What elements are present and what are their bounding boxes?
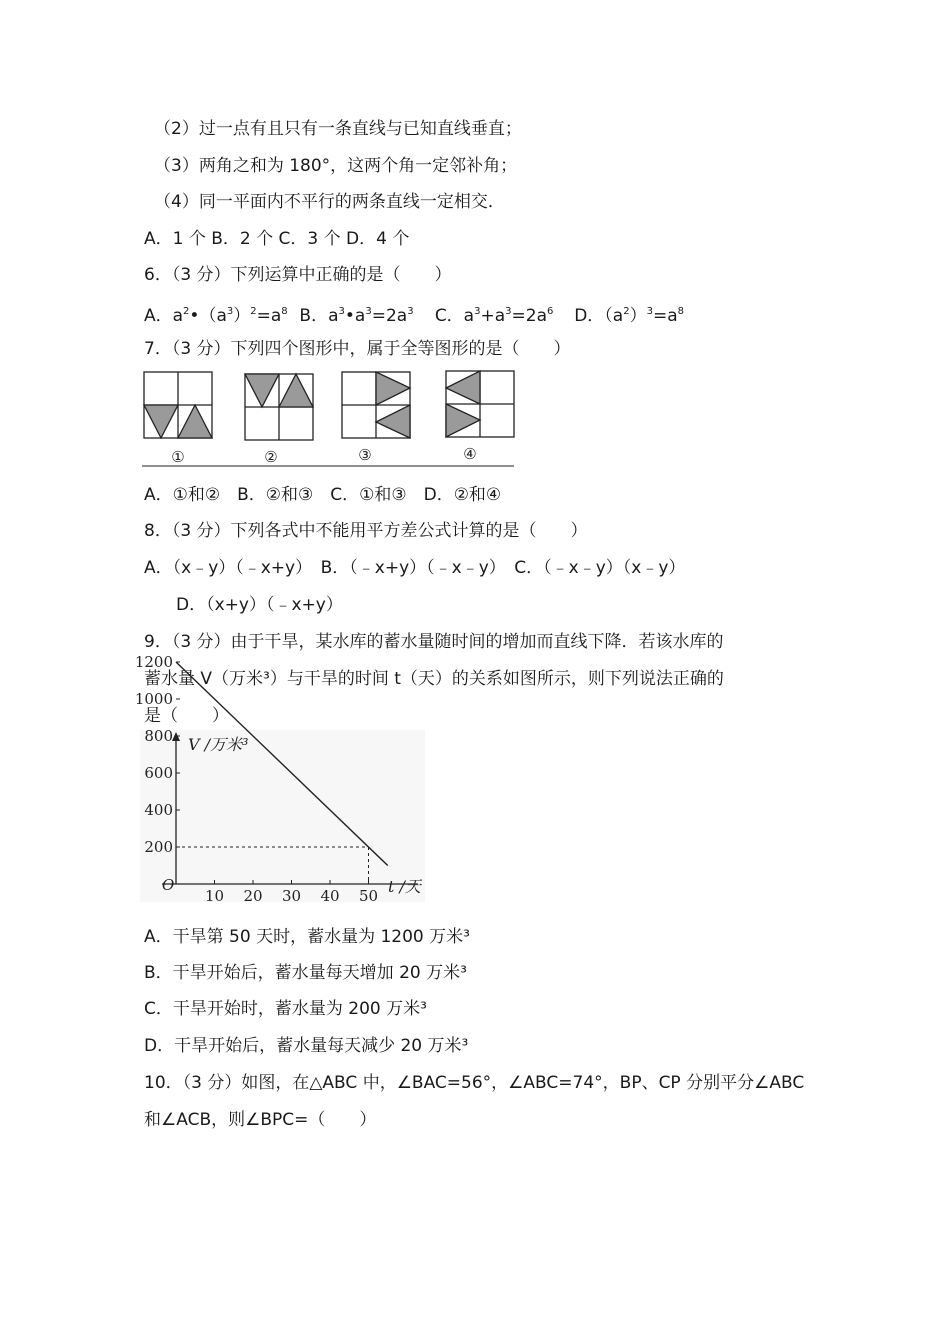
q5-options: A．1 个 B．2 个 C．3 个 D．4 个 (144, 229, 410, 249)
q7-label-3: ③ (358, 446, 372, 464)
q6-option-b: B．$a^3•a^3=2a^3$ (299, 306, 414, 326)
q6-option-c: C．$a^3+a^3=2a^6$ (434, 306, 554, 326)
q7-label-4: ④ (463, 445, 477, 463)
y-tick-label: 1200 (134, 653, 173, 671)
q6-options (144, 301, 684, 327)
chart-xlabel: t /天 (388, 877, 421, 896)
y-tick-label: 800 (144, 727, 173, 745)
chart-origin-label: O (162, 876, 175, 894)
q5-statement-4: （4）同一平面内不平行的两条直线一定相交． (154, 192, 505, 212)
x-tick-label: 20 (243, 887, 263, 905)
x-tick-label: 30 (281, 887, 302, 905)
q9-option-d: D．干旱开始后，蓄水量每天减少 20 万米³ (144, 1036, 469, 1056)
q6-option-d: D．$(a^2)^3=a^8$ (574, 306, 685, 326)
y-tick-label: 400 (144, 801, 173, 819)
x-tick-label: 40 (320, 887, 340, 905)
x-tick-label: 50 (358, 887, 379, 905)
q9-option-c: C．干旱开始时，蓄水量为 200 万米³ (144, 999, 427, 1019)
q7-figures (140, 366, 520, 470)
q10-stem-line2: 和∠ACB，则∠BPC=（ ） (144, 1110, 377, 1130)
q9-stem-line3: 是（ ） (144, 706, 229, 726)
q9-option-b: B．干旱开始后，蓄水量每天增加 20 万米³ (144, 963, 467, 983)
q9-stem-line1: 9．（3 分）由于干旱，某水库的蓄水量随时间的增加而直线下降．若该水库的 (144, 632, 724, 652)
q9-stem-line2: 蓄水量 V（万米³）与干旱的时间 t（天）的关系如图所示，则下列说法正确的 (144, 669, 724, 689)
q7-label-2: ② (264, 448, 278, 466)
q5-statement-2: （2）过一点有且只有一条直线与已知直线垂直； (154, 119, 522, 139)
q7-label-1: ① (171, 448, 185, 466)
q9-option-a: A．干旱第 50 天时，蓄水量为 1200 万米³ (144, 927, 470, 947)
y-tick-label: 1000 (134, 690, 173, 708)
q8-stem: 8．（3 分）下列各式中不能用平方差公式计算的是（ ） (144, 521, 588, 541)
q7-figure-3 (342, 372, 410, 438)
q8-options-line1: A．（x﹣y）（﹣x+y） B．（﹣x+y）（﹣x﹣y） C．（﹣x﹣y）（x﹣y） (144, 558, 686, 578)
x-tick-label: 10 (204, 887, 225, 905)
q6-option-a: A．$a^2•(a^3)^2=a^8$ (144, 306, 288, 326)
q6-stem: 6．（3 分）下列运算中正确的是（ ） (144, 265, 452, 285)
chart-ylabel: V /万米³ (188, 735, 249, 754)
q9-chart (134, 653, 425, 905)
q7-figure-1 (144, 372, 212, 438)
q7-stem: 7．（3 分）下列四个图形中，属于全等图形的是（ ） (144, 339, 571, 359)
y-tick-label: 600 (144, 764, 173, 782)
q5-statement-3: （3）两角之和为 180°，这两个角一定邻补角； (154, 156, 518, 176)
q10-stem-line1: 10．（3 分）如图，在△ABC 中，∠BAC=56°，∠ABC=74°，BP、CP 分别平分∠ABC (144, 1073, 805, 1093)
q7-options: A．①和② B．②和③ C．①和③ D．②和④ (144, 485, 502, 505)
y-tick-label: 200 (144, 838, 173, 856)
q7-figure-4 (446, 371, 514, 437)
q7-figure-2 (245, 374, 313, 440)
q8-options-line2: D．（x+y）（﹣x+y） (176, 595, 343, 615)
